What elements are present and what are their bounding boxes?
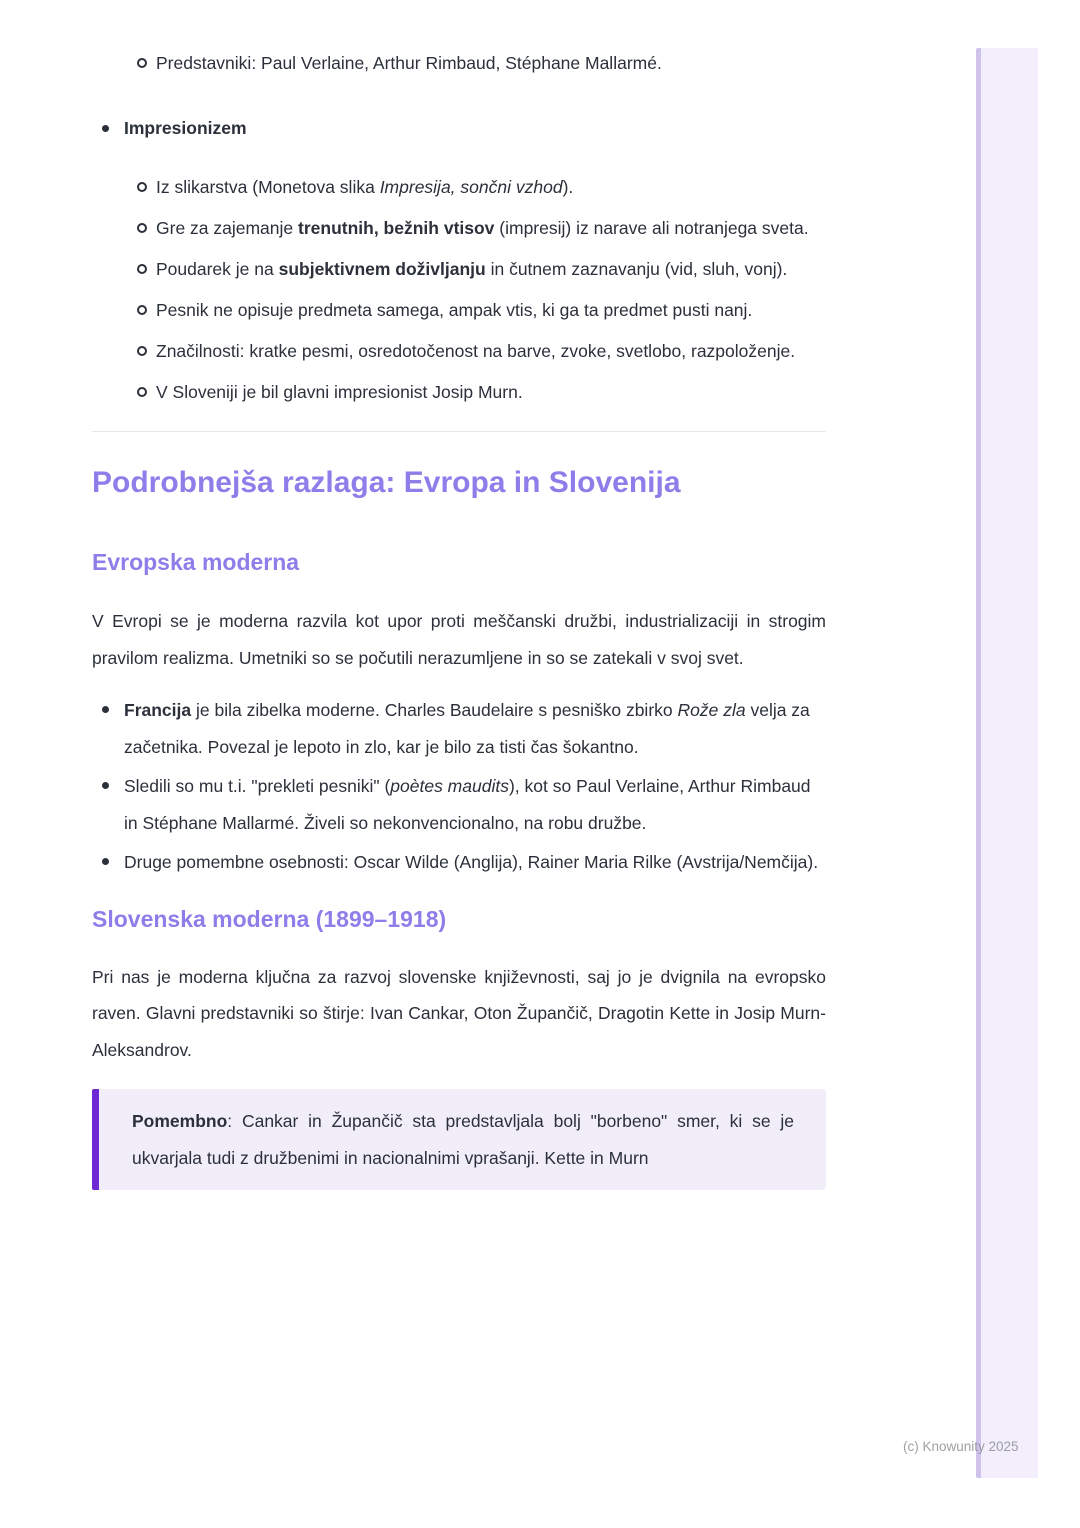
dot-bullet-icon: [102, 782, 109, 789]
section-heading: Podrobnejša razlaga: Evropa in Slovenija: [92, 466, 681, 499]
list-item-znacilnosti: [92, 334, 826, 369]
dot-bullet-icon: [102, 125, 109, 132]
list-item-druge: [92, 844, 826, 881]
circle-bullet-icon: [137, 387, 147, 397]
list-item-text: Gre za zajemanje trenutnih, bežnih vtisov (impresij) iz narave ali notranjega sveta.: [156, 218, 809, 238]
list-item-poudarek: [92, 252, 826, 287]
copyright-watermark: (c) Knowunity 2025: [903, 1439, 1019, 1454]
document-content: [92, 46, 826, 1190]
list-item-slovenija: [92, 375, 826, 410]
important-callout: [92, 1089, 826, 1190]
list-item-pesnik: [92, 293, 826, 328]
list-item-impresionizem: [92, 111, 826, 146]
paragraph-evropska: V Evropi se je moderna razvila kot upor proti meščanski družbi, industrializaciji in strogim pravilom realizma. Umetniki so se počutili nerazumljene in so se zatekali v svoj svet.: [92, 611, 826, 668]
list-item-text: Impresionizem: [124, 118, 247, 138]
section-divider: [92, 431, 826, 432]
list-item-text: Predstavniki: Paul Verlaine, Arthur Rimbaud, Stéphane Mallarmé.: [156, 53, 662, 73]
list-item-text: Francija je bila zibelka moderne. Charles Baudelaire s pesniško zbirko Rože zla velja za začetnika. Povezal je lepoto in zlo, kar je bilo za tisti čas šokantno.: [124, 700, 810, 757]
circle-bullet-icon: [137, 346, 147, 356]
list-item-text: Druge pomembne osebnosti: Oscar Wilde (Anglija), Rainer Maria Rilke (Avstrija/Nemčija).: [124, 852, 819, 872]
list-item-text: V Sloveniji je bil glavni impresionist Josip Murn.: [156, 382, 523, 402]
list-item-text: Iz slikarstva (Monetova slika Impresija, sončni vzhod).: [156, 177, 574, 197]
list-item-francija: [92, 692, 826, 765]
list-item-text: Pesnik ne opisuje predmeta samega, ampak vtis, ki ga ta predmet pusti nanj.: [156, 300, 753, 320]
list-item-predstavniki: [92, 46, 826, 81]
next-page-edge-panel: [976, 48, 1038, 1478]
evropska-bullet-list: [92, 692, 826, 881]
list-item-text: Poudarek je na subjektivnem doživljanju in čutnem zaznavanju (vid, sluh, vonj).: [156, 259, 788, 279]
list-item-slikarstvo: [92, 170, 826, 205]
callout-label: Pomembno: [132, 1111, 228, 1131]
subsection-heading-evropska: Evropska moderna: [92, 549, 300, 575]
list-item-text: Značilnosti: kratke pesmi, osredotočenost na barve, zvoke, svetlobo, razpoloženje.: [156, 341, 796, 361]
dot-bullet-icon: [102, 706, 109, 713]
subsection-heading-slovenska: Slovenska moderna (1899–1918): [92, 905, 447, 932]
list-item-text: Sledili so mu t.i. "prekleti pesniki" (poètes maudits), kot so Paul Verlaine, Arthur Rimbaud in Stéphane Mallarmé. Živeli so nekonvencionalno, na robu družbe.: [124, 776, 811, 833]
circle-bullet-icon: [137, 182, 147, 192]
circle-bullet-icon: [137, 264, 147, 274]
circle-bullet-icon: [137, 223, 147, 233]
dot-bullet-icon: [102, 858, 109, 865]
circle-bullet-icon: [137, 58, 147, 68]
impresionizem-sublist: [92, 170, 826, 410]
list-item-sledili: [92, 768, 826, 841]
list-item-zajemanje: [92, 211, 826, 246]
circle-bullet-icon: [137, 305, 147, 315]
callout-text: Pomembno: Cankar in Župančič sta predstavljala bolj "borbeno" smer, ki se je ukvarjala tudi z družbenimi in nacionalnimi vprašanji. Kette in Murn: [132, 1111, 794, 1168]
paragraph-slovenska: Pri nas je moderna ključna za razvoj slovenske književnosti, saj jo je dvignila na evropsko raven. Glavni predstavniki so štirje: Ivan Cankar, Oton Župančič, Dragotin Kette in Josip Murn-Aleksandrov.: [92, 966, 826, 1060]
